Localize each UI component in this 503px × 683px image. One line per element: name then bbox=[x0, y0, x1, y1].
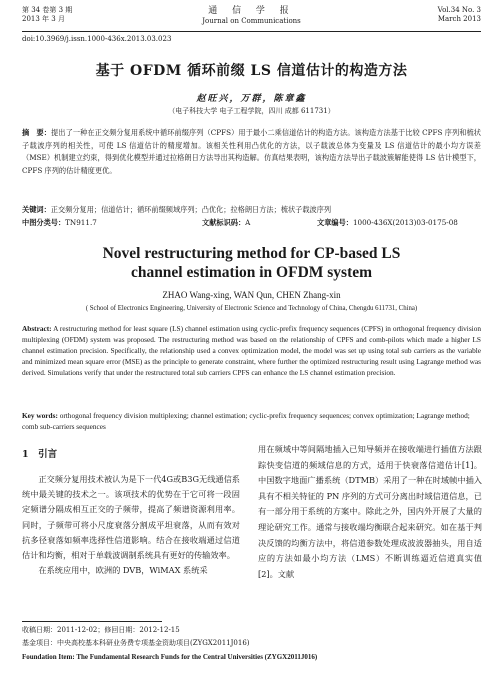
authors-zh: 赵旺兴，万群，陈章鑫 bbox=[196, 94, 307, 104]
date-zh: 2013 年 3 月 bbox=[22, 15, 65, 23]
intro-left-column bbox=[22, 472, 240, 578]
section-heading-introduction: 1 引言 bbox=[22, 449, 58, 460]
title-en-line1: Novel restructuring method for CP-based LS bbox=[102, 245, 401, 262]
date-en: March 2013 bbox=[437, 15, 481, 23]
keywords-zh bbox=[22, 204, 481, 215]
title-en bbox=[0, 244, 503, 282]
header-right bbox=[438, 6, 481, 24]
keywords-en bbox=[22, 410, 481, 432]
abstract-zh bbox=[22, 127, 481, 177]
authors-en: ZHAO Wang-xing, WAN Qun, CHEN Zhang-xin bbox=[162, 290, 341, 300]
affiliation-zh: （电子科技大学 电子工程学院，四川 成都 611731） bbox=[168, 107, 335, 115]
title-en-line2: channel estimation in OFDM system bbox=[130, 264, 373, 281]
journal-name-en: Journal on Communications bbox=[202, 17, 301, 25]
footnote-fund-zh: 基金项目：中央高校基本科研业务费专项基金资助项目(ZYGX2011J016) bbox=[22, 639, 250, 647]
footnote-rule bbox=[22, 621, 162, 622]
doi: doi:10.3969/j.issn.1000-436x.2013.03.023 bbox=[22, 35, 172, 43]
running-header bbox=[22, 6, 481, 30]
abstract-en-text: A restructuring method for least square (LS) channel estimation using cyclic-prefix frequency sequences (CPFS) in orthogonal frequency division multiplexing (OFDM) system was proposed. The restructuring method was based on the relationship of CPFS and comb-pilots which made a higher LS channel estimation precision. Specifically, the relationship used a convex optimization model, the model was set up using total sub carriers as the variable and minimized mean square error (MSE) as the principle to generate constraint, where further the optimized restructuring result using Lagrange method was derived. Simulations verify that under the restructured total sub carriers CPFS can enhance the LS channel estimation precision. bbox=[22, 324, 481, 378]
header-rule bbox=[22, 31, 481, 32]
keywords-en-label: Key words: bbox=[22, 411, 58, 420]
header-center bbox=[22, 6, 481, 26]
volume-issue-zh: 第 34 卷第 3 期 bbox=[22, 6, 73, 14]
affiliation-en: ( School of Electronics Engineering, University of Electronic Science and Technology of China, Chengdu 611731, China) bbox=[85, 305, 418, 312]
abstract-zh-text: 提出了一种在正交频分复用系统中循环前缀序列（CPFS）用于最小二乘信道估计的构造方法。该构造方法基于比较 CPFS 序列和梳状子载波序列的相关性，可使 LS 信道估计的精度增加。该相关性利用凸优化的方法，以子载波总体为变量及 LS 信道估计的最小均方误差（MSE）机制建立约束，得到优化模型并通过拉格朗日方法导出其构造解。仿真结果表明，该构造方法导出子载波簇解能使得 LS 估计模型下，CPFS 序列的估计精度更优。 bbox=[22, 128, 481, 175]
document-code: 文献标识码：A bbox=[202, 218, 251, 227]
abstract-zh-label: 摘 要： bbox=[22, 128, 52, 137]
keywords-en-text: orthogonal frequency division multiplexing; channel estimation; cyclic-prefix frequency sequences; convex optimization; Lagrange method; comb sub-carriers sequences bbox=[22, 411, 470, 432]
journal-name-zh: 通 信 学 报 bbox=[208, 6, 295, 16]
clc-number: 中图分类号：TN911.7 bbox=[22, 218, 97, 227]
keywords-zh-text: 正交频分复用；信道估计；循环前缀频域序列；凸优化；拉格朗日方法；梳状子载波序列 bbox=[50, 205, 332, 214]
intro-paragraph-1: 正交频分复用技术被认为是下一代4G或B3G无线通信系统中最关键的技术之一。该项技术的优势在于它可将一段固定频谱分隔成相互正交的子频带，提高了频谱资源利用率。同时，子频带可将小尺度衰落分割成平坦衰落，从而有效对抗多径衰落如频率选择性信道影响。结合在接收端通过信道估计和均衡，相对于单载波调制系统具有更好的传输效率。 bbox=[22, 474, 240, 561]
keywords-zh-label: 关键词： bbox=[22, 205, 51, 214]
abstract-en-label: Abstract: bbox=[22, 324, 52, 333]
title-zh: 基于 OFDM 循环前缀 LS 信道估计的构造方法 bbox=[95, 63, 408, 79]
volume-issue-en: Vol.34 No. 3 bbox=[437, 6, 481, 14]
footnote-fund-en: Foundation Item: The Fundamental Research Funds for the Central Universities (ZYGX2011J016) bbox=[22, 653, 318, 661]
intro-right-column: 用在频域中等间隔地插入已知导频并在接收端进行插值方法跟踪快变信道的频域信息的方式，适用于快衰落信道估计[1]。中国数字地面广播系统（DTMB）采用了一种在时域帧中插入具有不相关特征的 PN 序列的方式可分离出时域信道信息，已有一部分用于系统的方案中。除此之外，国内外开展了大量的理论研究工作。通常与接收端均衡联合起来研究。如在基于判决反馈的均衡方法中，将信道参数处理成波波器抽头，用自适应的方法如最小均方法（LMS）不断训练逼近信道真实值[2]。文献 bbox=[258, 444, 482, 579]
footnote-received: 收稿日期：2011-12-02；修回日期：2012-12-15 bbox=[22, 626, 180, 634]
abstract-en bbox=[22, 323, 481, 378]
article-number: 文章编号：1000-436X(2013)03-0175-08 bbox=[317, 218, 458, 227]
intro-paragraph-2: 在系统应用中，欧洲的 DVB，WiMAX 系统采 bbox=[38, 565, 208, 576]
